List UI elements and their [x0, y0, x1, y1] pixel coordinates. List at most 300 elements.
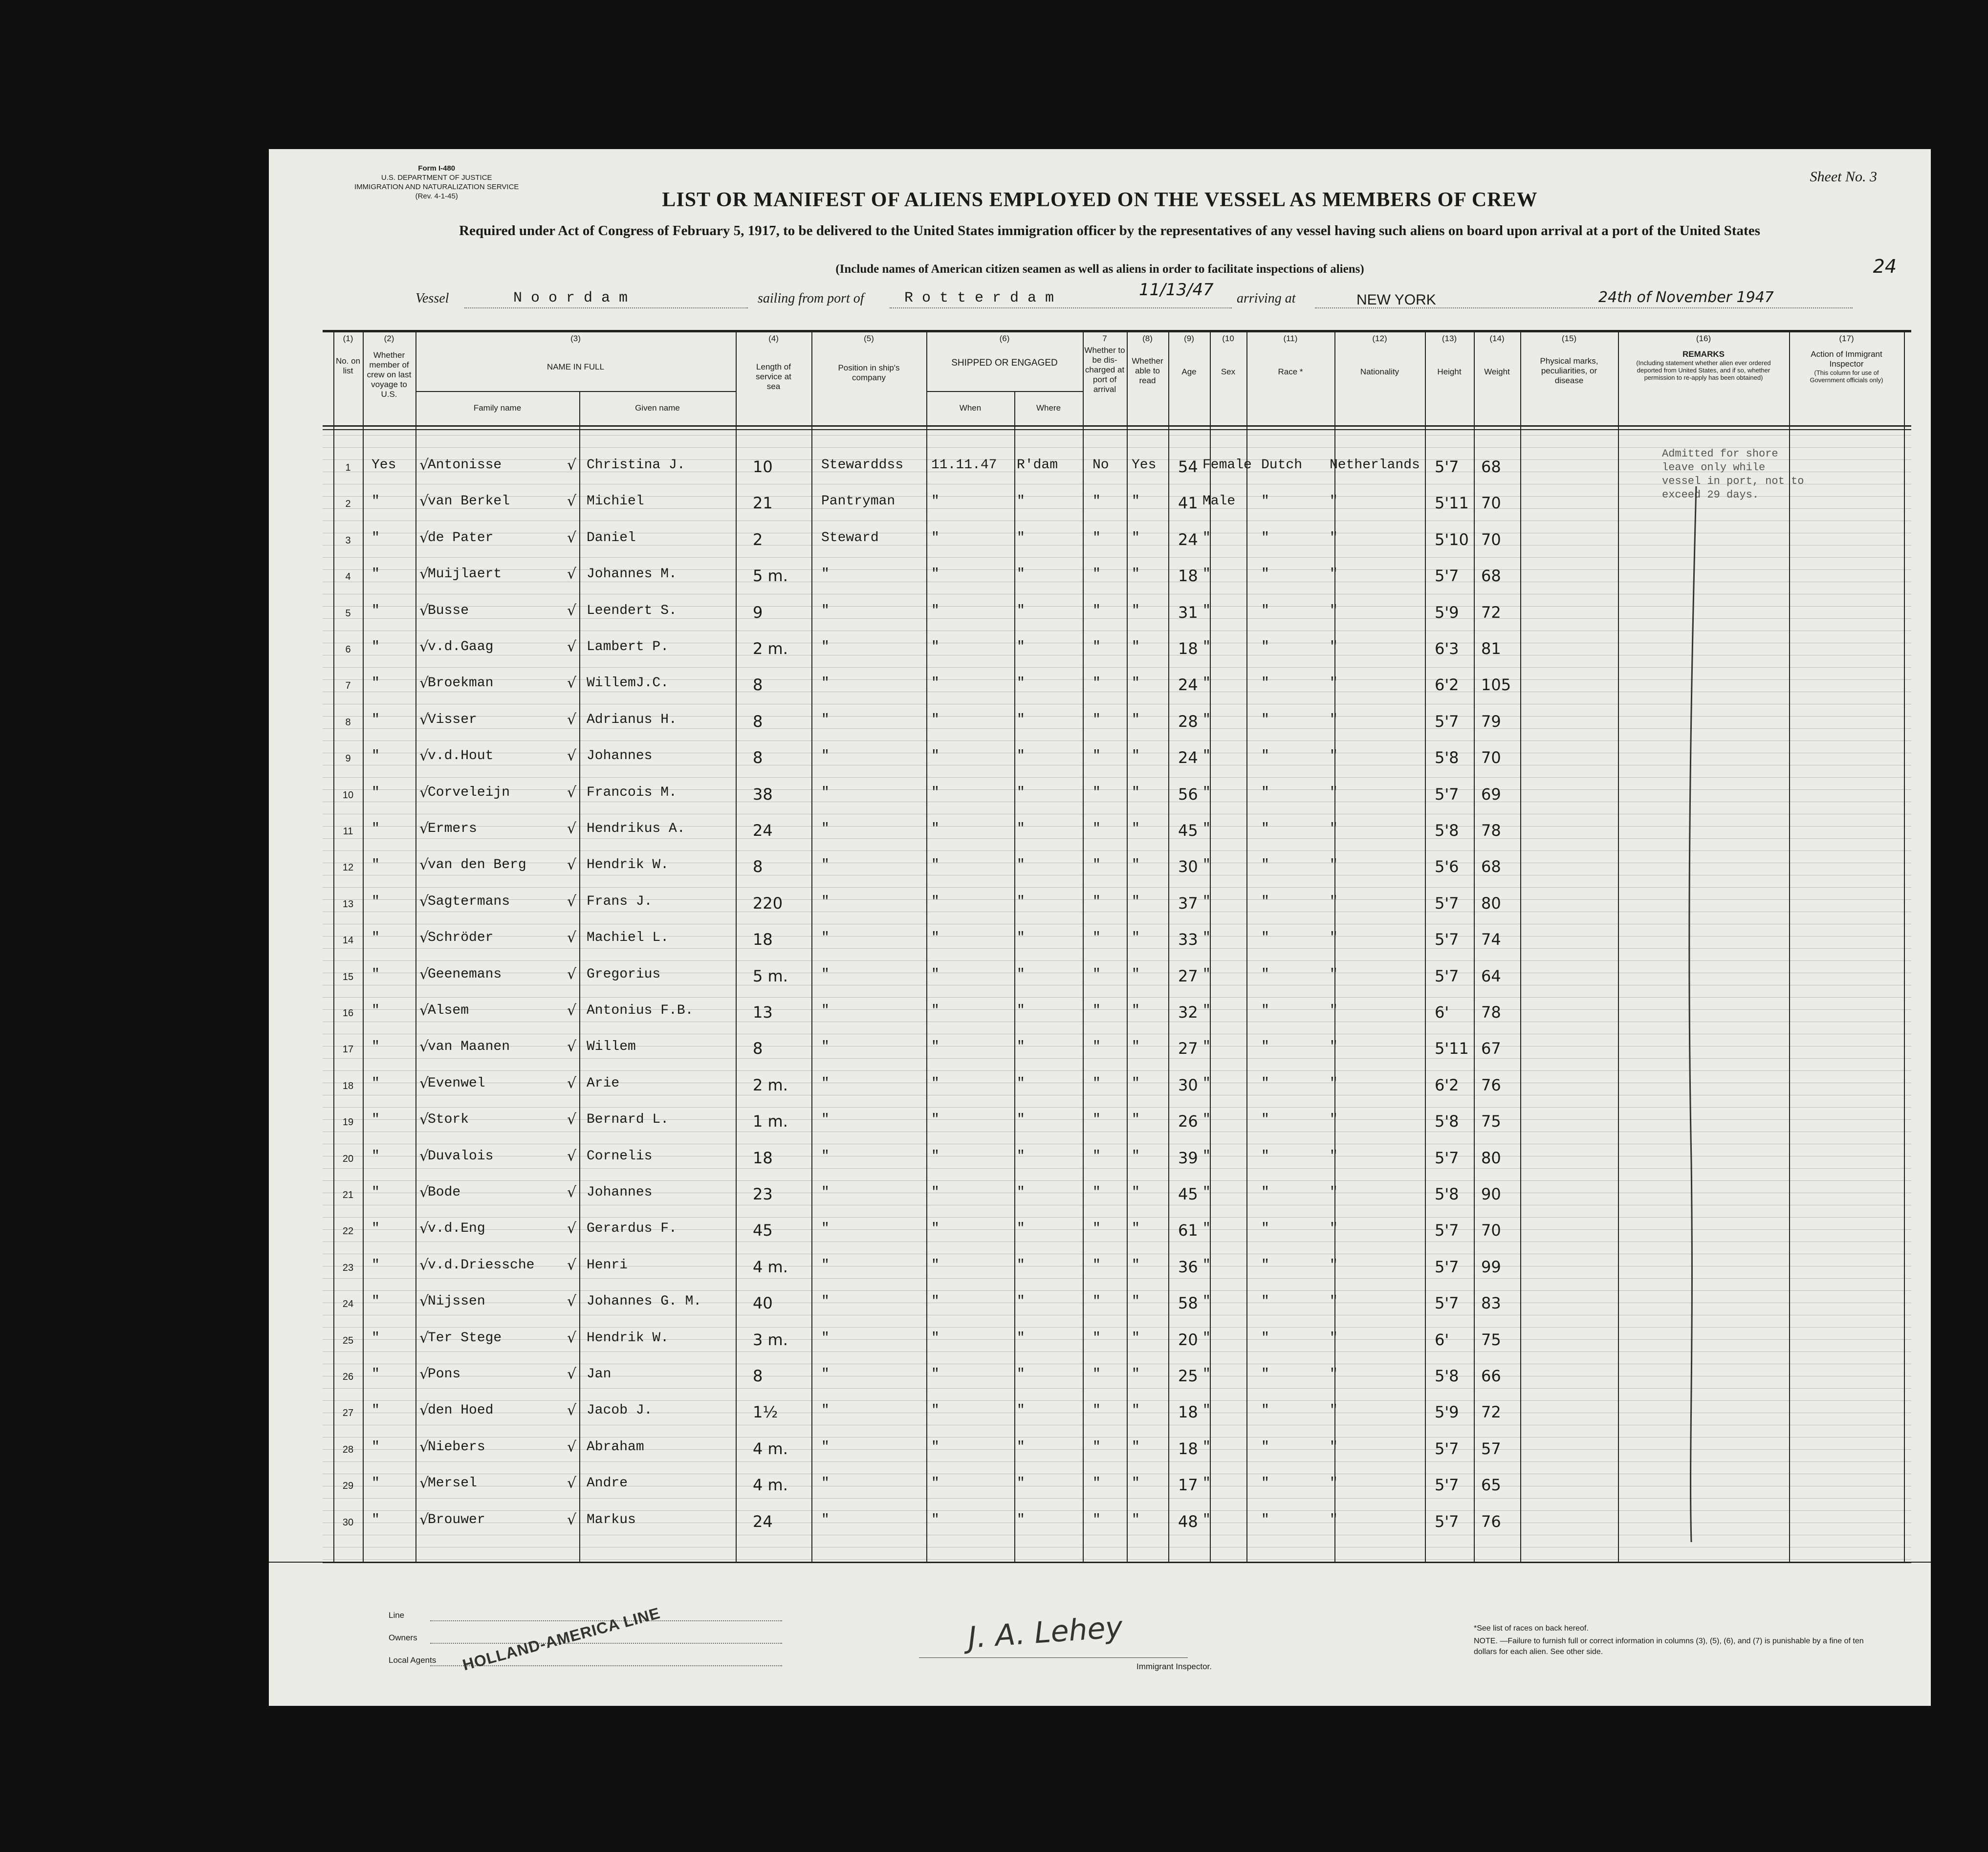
col-7-number: 7: [1102, 334, 1107, 343]
cell-where: ": [1017, 1148, 1025, 1164]
cell-discharged: ": [1092, 603, 1101, 618]
col-6-number: (6): [999, 334, 1010, 343]
cell-race: ": [1261, 930, 1269, 946]
cell-discharged: ": [1092, 1294, 1101, 1309]
vessel-label: Vessel: [415, 291, 449, 306]
cell-service: 5 m.: [753, 566, 788, 586]
cell-crew: ": [371, 1476, 380, 1491]
cell-discharged: ": [1092, 930, 1101, 946]
cell-crew: ": [371, 675, 380, 691]
cell-read: ": [1132, 784, 1140, 800]
col-17-note: (This column for use of Government officials only): [1810, 369, 1883, 384]
cell-family: Bode: [428, 1185, 461, 1200]
col-6-where-label: Where: [1036, 403, 1061, 413]
cell-no: 16: [342, 1008, 354, 1019]
cell-weight: 105: [1481, 675, 1511, 695]
cell-read: ": [1132, 893, 1140, 909]
cell-family: Sagtermans: [428, 893, 510, 909]
cell-weight: 70: [1481, 748, 1501, 767]
cell-position: ": [821, 1185, 830, 1200]
cell-service: 8: [753, 1039, 763, 1058]
cell-discharged: ": [1092, 1003, 1101, 1018]
cell-race: ": [1261, 1221, 1269, 1237]
check-mark-icon: √: [567, 1366, 577, 1383]
check-mark-icon: √: [567, 1220, 577, 1238]
cell-position: ": [821, 1039, 830, 1055]
cell-family: Ter Stege: [428, 1330, 502, 1346]
cell-service: 21: [753, 494, 773, 513]
cell-given: Johannes: [587, 748, 653, 764]
cell-race: ": [1261, 1039, 1269, 1055]
check-mark-icon: √: [419, 929, 429, 947]
cell-sex: ": [1202, 675, 1211, 691]
cell-race: ": [1261, 1185, 1269, 1200]
cell-crew: ": [371, 930, 380, 946]
cell-when: ": [931, 748, 939, 764]
cell-position: ": [821, 966, 830, 982]
check-mark-icon: √: [419, 856, 429, 874]
cell-read: ": [1132, 603, 1140, 618]
cell-family: Busse: [428, 603, 469, 618]
cell-no: 27: [342, 1408, 354, 1419]
col-2-label: Whether member of crew on last voyage to U.S.: [367, 350, 412, 399]
cell-position: ": [821, 1075, 830, 1091]
cell-read: ": [1132, 1367, 1140, 1382]
check-mark-icon: √: [419, 1366, 429, 1383]
remarks-note: Admitted for shore leave only while vessel in port, not to exceed 29 days.: [1662, 448, 1804, 501]
cell-family: Niebers: [428, 1439, 485, 1455]
cell-height: 5'7: [1435, 1439, 1459, 1458]
cell-age: 27: [1178, 966, 1198, 985]
col-14-label: Weight: [1484, 367, 1510, 376]
cell-race: ": [1261, 603, 1269, 618]
cell-no: 1: [345, 462, 351, 473]
cell-no: 11: [343, 826, 353, 837]
cell-height: 5'7: [1435, 1221, 1459, 1240]
cell-age: 37: [1178, 893, 1198, 913]
cell-service: 1½: [753, 1403, 778, 1422]
cell-given: Gerardus F.: [587, 1221, 677, 1237]
cell-given: Arie: [587, 1075, 620, 1091]
check-mark-icon: √: [567, 1184, 577, 1201]
cell-crew: ": [371, 1039, 380, 1055]
cell-discharged: ": [1092, 1112, 1101, 1128]
cell-age: 24: [1178, 748, 1198, 767]
cell-sex: ": [1202, 1294, 1211, 1309]
cell-sex: ": [1202, 1039, 1211, 1055]
cell-weight: 90: [1481, 1185, 1501, 1203]
cell-nationality: ": [1330, 1075, 1338, 1091]
check-mark-icon: √: [567, 1256, 577, 1274]
check-mark-icon: √: [419, 1402, 429, 1419]
cell-sex: ": [1202, 712, 1211, 727]
col-8-number: (8): [1142, 334, 1153, 343]
check-mark-icon: √: [419, 457, 429, 474]
cell-discharged: ": [1092, 1148, 1101, 1164]
cell-age: 45: [1178, 821, 1198, 840]
cell-where: ": [1017, 1039, 1025, 1055]
check-mark-icon: √: [419, 1329, 429, 1347]
cell-family: den Hoed: [428, 1403, 494, 1418]
cell-given: Gregorius: [587, 966, 661, 982]
cell-given: WillemJ.C.: [587, 675, 669, 691]
cell-discharged: ": [1092, 494, 1101, 509]
cell-service: 4 m.: [753, 1476, 788, 1495]
cell-sex: ": [1202, 1330, 1211, 1346]
page-title: LIST OR MANIFEST OF ALIENS EMPLOYED ON THE VESSEL AS MEMBERS OF CREW: [662, 189, 1538, 211]
cell-position: ": [821, 712, 830, 727]
cell-age: 39: [1178, 1148, 1198, 1167]
check-mark-icon: √: [567, 1475, 577, 1492]
cell-position: ": [821, 893, 830, 909]
cell-weight: 68: [1481, 566, 1501, 586]
cell-weight: 99: [1481, 1257, 1501, 1276]
cell-no: 18: [342, 1080, 354, 1091]
cell-nationality: ": [1330, 930, 1338, 946]
cell-age: 36: [1178, 1257, 1198, 1276]
cell-given: Daniel: [587, 530, 636, 545]
cell-read: ": [1132, 857, 1140, 873]
cell-age: 30: [1178, 1075, 1198, 1094]
cell-when: ": [931, 893, 939, 909]
cell-no: 6: [345, 644, 351, 655]
manifest-footer: [269, 1562, 1931, 1706]
cell-where: ": [1017, 1221, 1025, 1237]
cell-position: ": [821, 1330, 830, 1346]
col-15-number: (15): [1561, 334, 1577, 343]
cell-given: Johannes: [587, 1185, 653, 1200]
cell-crew: ": [371, 1439, 380, 1455]
cell-sex: ": [1202, 966, 1211, 982]
cell-service: 24: [753, 1512, 773, 1531]
vessel-name: N o o r d a m: [513, 290, 628, 306]
departure-date: 11/13/47: [1139, 280, 1214, 300]
line-label: Line: [389, 1611, 405, 1620]
cell-weight: 70: [1481, 494, 1501, 513]
cell-when: ": [931, 1112, 939, 1128]
cell-crew: ": [371, 1294, 380, 1309]
cell-height: 5'10: [1435, 530, 1469, 549]
cell-crew: ": [371, 893, 380, 909]
cell-position: ": [821, 1003, 830, 1018]
cell-age: 25: [1178, 1367, 1198, 1385]
cell-nationality: ": [1330, 1512, 1338, 1527]
cell-where: ": [1017, 1439, 1025, 1455]
cell-crew: ": [371, 1075, 380, 1091]
cell-height: 5'7: [1435, 458, 1459, 476]
cell-sex: ": [1202, 1148, 1211, 1164]
cell-race: ": [1261, 1148, 1269, 1164]
check-mark-icon: √: [419, 1002, 429, 1019]
cell-where: ": [1017, 1403, 1025, 1418]
cell-race: ": [1261, 1003, 1269, 1018]
cell-discharged: ": [1092, 1221, 1101, 1237]
cell-read: ": [1132, 1221, 1140, 1237]
check-mark-icon: √: [419, 1111, 429, 1129]
col-6-when-label: When: [959, 403, 982, 413]
cell-sex: Female: [1202, 458, 1252, 473]
cell-crew: ": [371, 1257, 380, 1273]
cell-discharged: ": [1092, 675, 1101, 691]
cell-height: 5'7: [1435, 966, 1459, 985]
cell-family: Visser: [428, 712, 477, 727]
col-1-label: No. on list: [335, 356, 361, 375]
handwritten-sheet-number: 24: [1873, 256, 1897, 277]
company-stamp: HOLLAND-AMERICA LINE: [460, 1604, 662, 1674]
sheet-number: Sheet No. 3: [1810, 169, 1877, 185]
cell-read: ": [1132, 566, 1140, 582]
cell-read: ": [1132, 821, 1140, 836]
cell-weight: 75: [1481, 1330, 1501, 1349]
cell-given: Antonius F.B.: [587, 1003, 694, 1018]
cell-given: Christina J.: [587, 458, 685, 473]
cell-weight: 80: [1481, 893, 1501, 913]
cell-age: 54: [1178, 458, 1198, 476]
cell-crew: ": [371, 566, 380, 582]
cell-family: van den Berg: [428, 857, 526, 873]
cell-weight: 57: [1481, 1439, 1501, 1458]
cell-weight: 83: [1481, 1294, 1501, 1313]
check-mark-icon: √: [567, 893, 577, 910]
sailing-label: sailing from port of: [758, 291, 864, 306]
cell-age: 30: [1178, 857, 1198, 876]
cell-where: ": [1017, 712, 1025, 727]
manifest-page: [269, 149, 1931, 1706]
cell-nationality: Netherlands: [1330, 458, 1420, 473]
cell-service: 8: [753, 748, 763, 767]
cell-no: 7: [345, 680, 351, 692]
cell-sex: ": [1202, 1512, 1211, 1527]
cell-where: ": [1017, 857, 1025, 873]
cell-age: 41: [1178, 494, 1198, 513]
col-3-label: NAME IN FULL: [546, 362, 605, 371]
cell-height: 6'2: [1435, 1075, 1459, 1094]
cell-when: ": [931, 566, 939, 582]
cell-race: ": [1261, 639, 1269, 654]
cell-age: 45: [1178, 1185, 1198, 1203]
inspector-label: Immigrant Inspector.: [1136, 1662, 1212, 1671]
col-4-number: (4): [768, 334, 779, 343]
cell-sex: ": [1202, 639, 1211, 654]
cell-nationality: ": [1330, 712, 1338, 727]
cell-given: Lambert P.: [587, 639, 669, 654]
cell-when: ": [931, 1075, 939, 1091]
cell-discharged: ": [1092, 712, 1101, 727]
cell-sex: ": [1202, 930, 1211, 946]
col-10-number: (10: [1222, 334, 1234, 343]
cell-where: ": [1017, 1294, 1025, 1309]
cell-service: 8: [753, 857, 763, 876]
cell-race: ": [1261, 1075, 1269, 1091]
cell-crew: ": [371, 603, 380, 618]
cell-family: van Berkel: [428, 494, 510, 509]
cell-height: 6': [1435, 1003, 1449, 1022]
cell-nationality: ": [1330, 530, 1338, 545]
races-note: *See list of races on back hereof.: [1474, 1624, 1589, 1633]
cell-family: Geenemans: [428, 966, 502, 982]
col-3-given-label: Given name: [635, 403, 680, 413]
cell-discharged: ": [1092, 1367, 1101, 1382]
cell-read: ": [1132, 1476, 1140, 1491]
cell-weight: 78: [1481, 1003, 1501, 1022]
cell-weight: 76: [1481, 1075, 1501, 1094]
cell-given: Adrianus H.: [587, 712, 677, 727]
cell-position: ": [821, 930, 830, 946]
cell-nationality: ": [1330, 1039, 1338, 1055]
col-7-label: Whether to be dis-charged at port of arrival: [1084, 346, 1125, 394]
cell-position: ": [821, 1257, 830, 1273]
cell-nationality: ": [1330, 1221, 1338, 1237]
cell-discharged: ": [1092, 1512, 1101, 1527]
cell-where: ": [1017, 1003, 1025, 1018]
check-mark-icon: √: [419, 711, 429, 728]
cell-family: v.d.Driessche: [428, 1257, 535, 1273]
cell-discharged: ": [1092, 784, 1101, 800]
cell-age: 18: [1178, 1439, 1198, 1458]
cell-nationality: ": [1330, 748, 1338, 764]
cell-discharged: ": [1092, 893, 1101, 909]
cell-race: ": [1261, 1294, 1269, 1309]
check-mark-icon: √: [419, 493, 429, 510]
cell-when: ": [931, 1257, 939, 1273]
cell-read: ": [1132, 1512, 1140, 1527]
cell-height: 5'11: [1435, 494, 1469, 513]
cell-no: 17: [342, 1044, 354, 1055]
col-2-number: (2): [384, 334, 394, 343]
cell-nationality: ": [1330, 1003, 1338, 1018]
cell-service: 24: [753, 821, 773, 840]
cell-service: 4 m.: [753, 1257, 788, 1276]
cell-read: ": [1132, 1294, 1140, 1309]
table-header: [323, 330, 1911, 428]
cell-family: Stork: [428, 1112, 469, 1128]
cell-position: ": [821, 603, 830, 618]
cell-nationality: ": [1330, 857, 1338, 873]
cell-service: 5 m.: [753, 966, 788, 985]
cell-position: ": [821, 784, 830, 800]
cell-race: ": [1261, 1257, 1269, 1273]
cell-no: 13: [342, 898, 354, 910]
page-subtitle: Required under Act of Congress of February 5, 1917, to be delivered to the United States immigration officer by the representatives of any vessel having such aliens on board upon arrival at a port of the United States: [459, 223, 1760, 239]
cell-family: v.d.Eng: [428, 1221, 485, 1237]
cell-sex: ": [1202, 1185, 1211, 1200]
cell-given: Markus: [587, 1512, 636, 1527]
remarks-ditto-line: [1642, 477, 1740, 1552]
cell-where: ": [1017, 1476, 1025, 1491]
cell-no: 9: [345, 753, 351, 764]
cell-crew: ": [371, 1185, 380, 1200]
col-12-number: (12): [1372, 334, 1387, 343]
cell-when: ": [931, 1367, 939, 1382]
check-mark-icon: √: [419, 1074, 429, 1092]
cell-race: ": [1261, 566, 1269, 582]
cell-position: Stewarddss: [821, 458, 904, 473]
col-3-family-label: Family name: [473, 403, 522, 413]
check-mark-icon: √: [567, 856, 577, 874]
cell-height: 5'7: [1435, 1148, 1459, 1167]
check-mark-icon: √: [567, 1402, 577, 1419]
cell-discharged: ": [1092, 1330, 1101, 1346]
cell-height: 5'9: [1435, 603, 1459, 622]
cell-height: 5'8: [1435, 1367, 1459, 1385]
cell-when: ": [931, 530, 939, 545]
cell-sex: ": [1202, 893, 1211, 909]
cell-race: ": [1261, 712, 1269, 727]
cell-nationality: ": [1330, 494, 1338, 509]
cell-age: 26: [1178, 1112, 1198, 1131]
cell-height: 5'7: [1435, 566, 1459, 586]
cell-family: Nijssen: [428, 1294, 485, 1309]
cell-age: 33: [1178, 930, 1198, 949]
cell-position: ": [821, 639, 830, 654]
cell-height: 5'7: [1435, 712, 1459, 731]
cell-when: ": [931, 603, 939, 618]
cell-given: Hendrik W.: [587, 857, 669, 873]
check-mark-icon: √: [567, 675, 577, 692]
cell-service: 13: [753, 1003, 773, 1022]
cell-weight: 68: [1481, 857, 1501, 876]
cell-family: Schröder: [428, 930, 494, 946]
cell-race: ": [1261, 530, 1269, 545]
col-16-note: (Including statement whether alien ever ordered deported from United States, and if so, whether permission to re-apply has been obtained): [1636, 359, 1771, 381]
cell-service: 18: [753, 1148, 773, 1167]
check-mark-icon: √: [419, 529, 429, 546]
cell-nationality: ": [1330, 1257, 1338, 1273]
check-mark-icon: √: [419, 965, 429, 983]
service-name: IMMIGRATION AND NATURALIZATION SERVICE: [354, 183, 519, 191]
cell-when: ": [931, 857, 939, 873]
check-mark-icon: √: [567, 820, 577, 837]
check-mark-icon: √: [419, 784, 429, 801]
cell-discharged: ": [1092, 821, 1101, 836]
col-16-number: (16): [1696, 334, 1711, 343]
cell-when: ": [931, 966, 939, 982]
cell-sex: ": [1202, 1439, 1211, 1455]
cell-where: ": [1017, 893, 1025, 909]
cell-discharged: ": [1092, 748, 1101, 764]
check-mark-icon: √: [419, 1147, 429, 1165]
cell-given: Willem: [587, 1039, 636, 1055]
cell-crew: ": [371, 494, 380, 509]
cell-service: 4 m.: [753, 1439, 788, 1458]
cell-service: 18: [753, 930, 773, 949]
cell-height: 5'11: [1435, 1039, 1469, 1058]
cell-service: 8: [753, 675, 763, 695]
cell-given: Jacob J.: [587, 1403, 653, 1418]
check-mark-icon: √: [567, 1511, 577, 1528]
check-mark-icon: √: [419, 1256, 429, 1274]
cell-nationality: ": [1330, 675, 1338, 691]
col-11-number: (11): [1283, 334, 1298, 343]
cell-race: ": [1261, 1112, 1269, 1128]
cell-where: ": [1017, 603, 1025, 618]
cell-no: 21: [342, 1190, 354, 1200]
cell-nationality: ": [1330, 1148, 1338, 1164]
cell-no: 22: [342, 1226, 354, 1237]
cell-discharged: ": [1092, 530, 1101, 545]
cell-height: 5'8: [1435, 748, 1459, 767]
cell-weight: 76: [1481, 1512, 1501, 1531]
cell-read: Yes: [1132, 458, 1157, 473]
cell-sex: ": [1202, 1403, 1211, 1418]
cell-when: ": [931, 1330, 939, 1346]
cell-sex: ": [1202, 1112, 1211, 1128]
cell-nationality: ": [1330, 784, 1338, 800]
cell-height: 5'7: [1435, 784, 1459, 804]
cell-discharged: ": [1092, 1476, 1101, 1491]
cell-family: Muijlaert: [428, 566, 502, 582]
cell-where: R'dam: [1017, 458, 1058, 473]
